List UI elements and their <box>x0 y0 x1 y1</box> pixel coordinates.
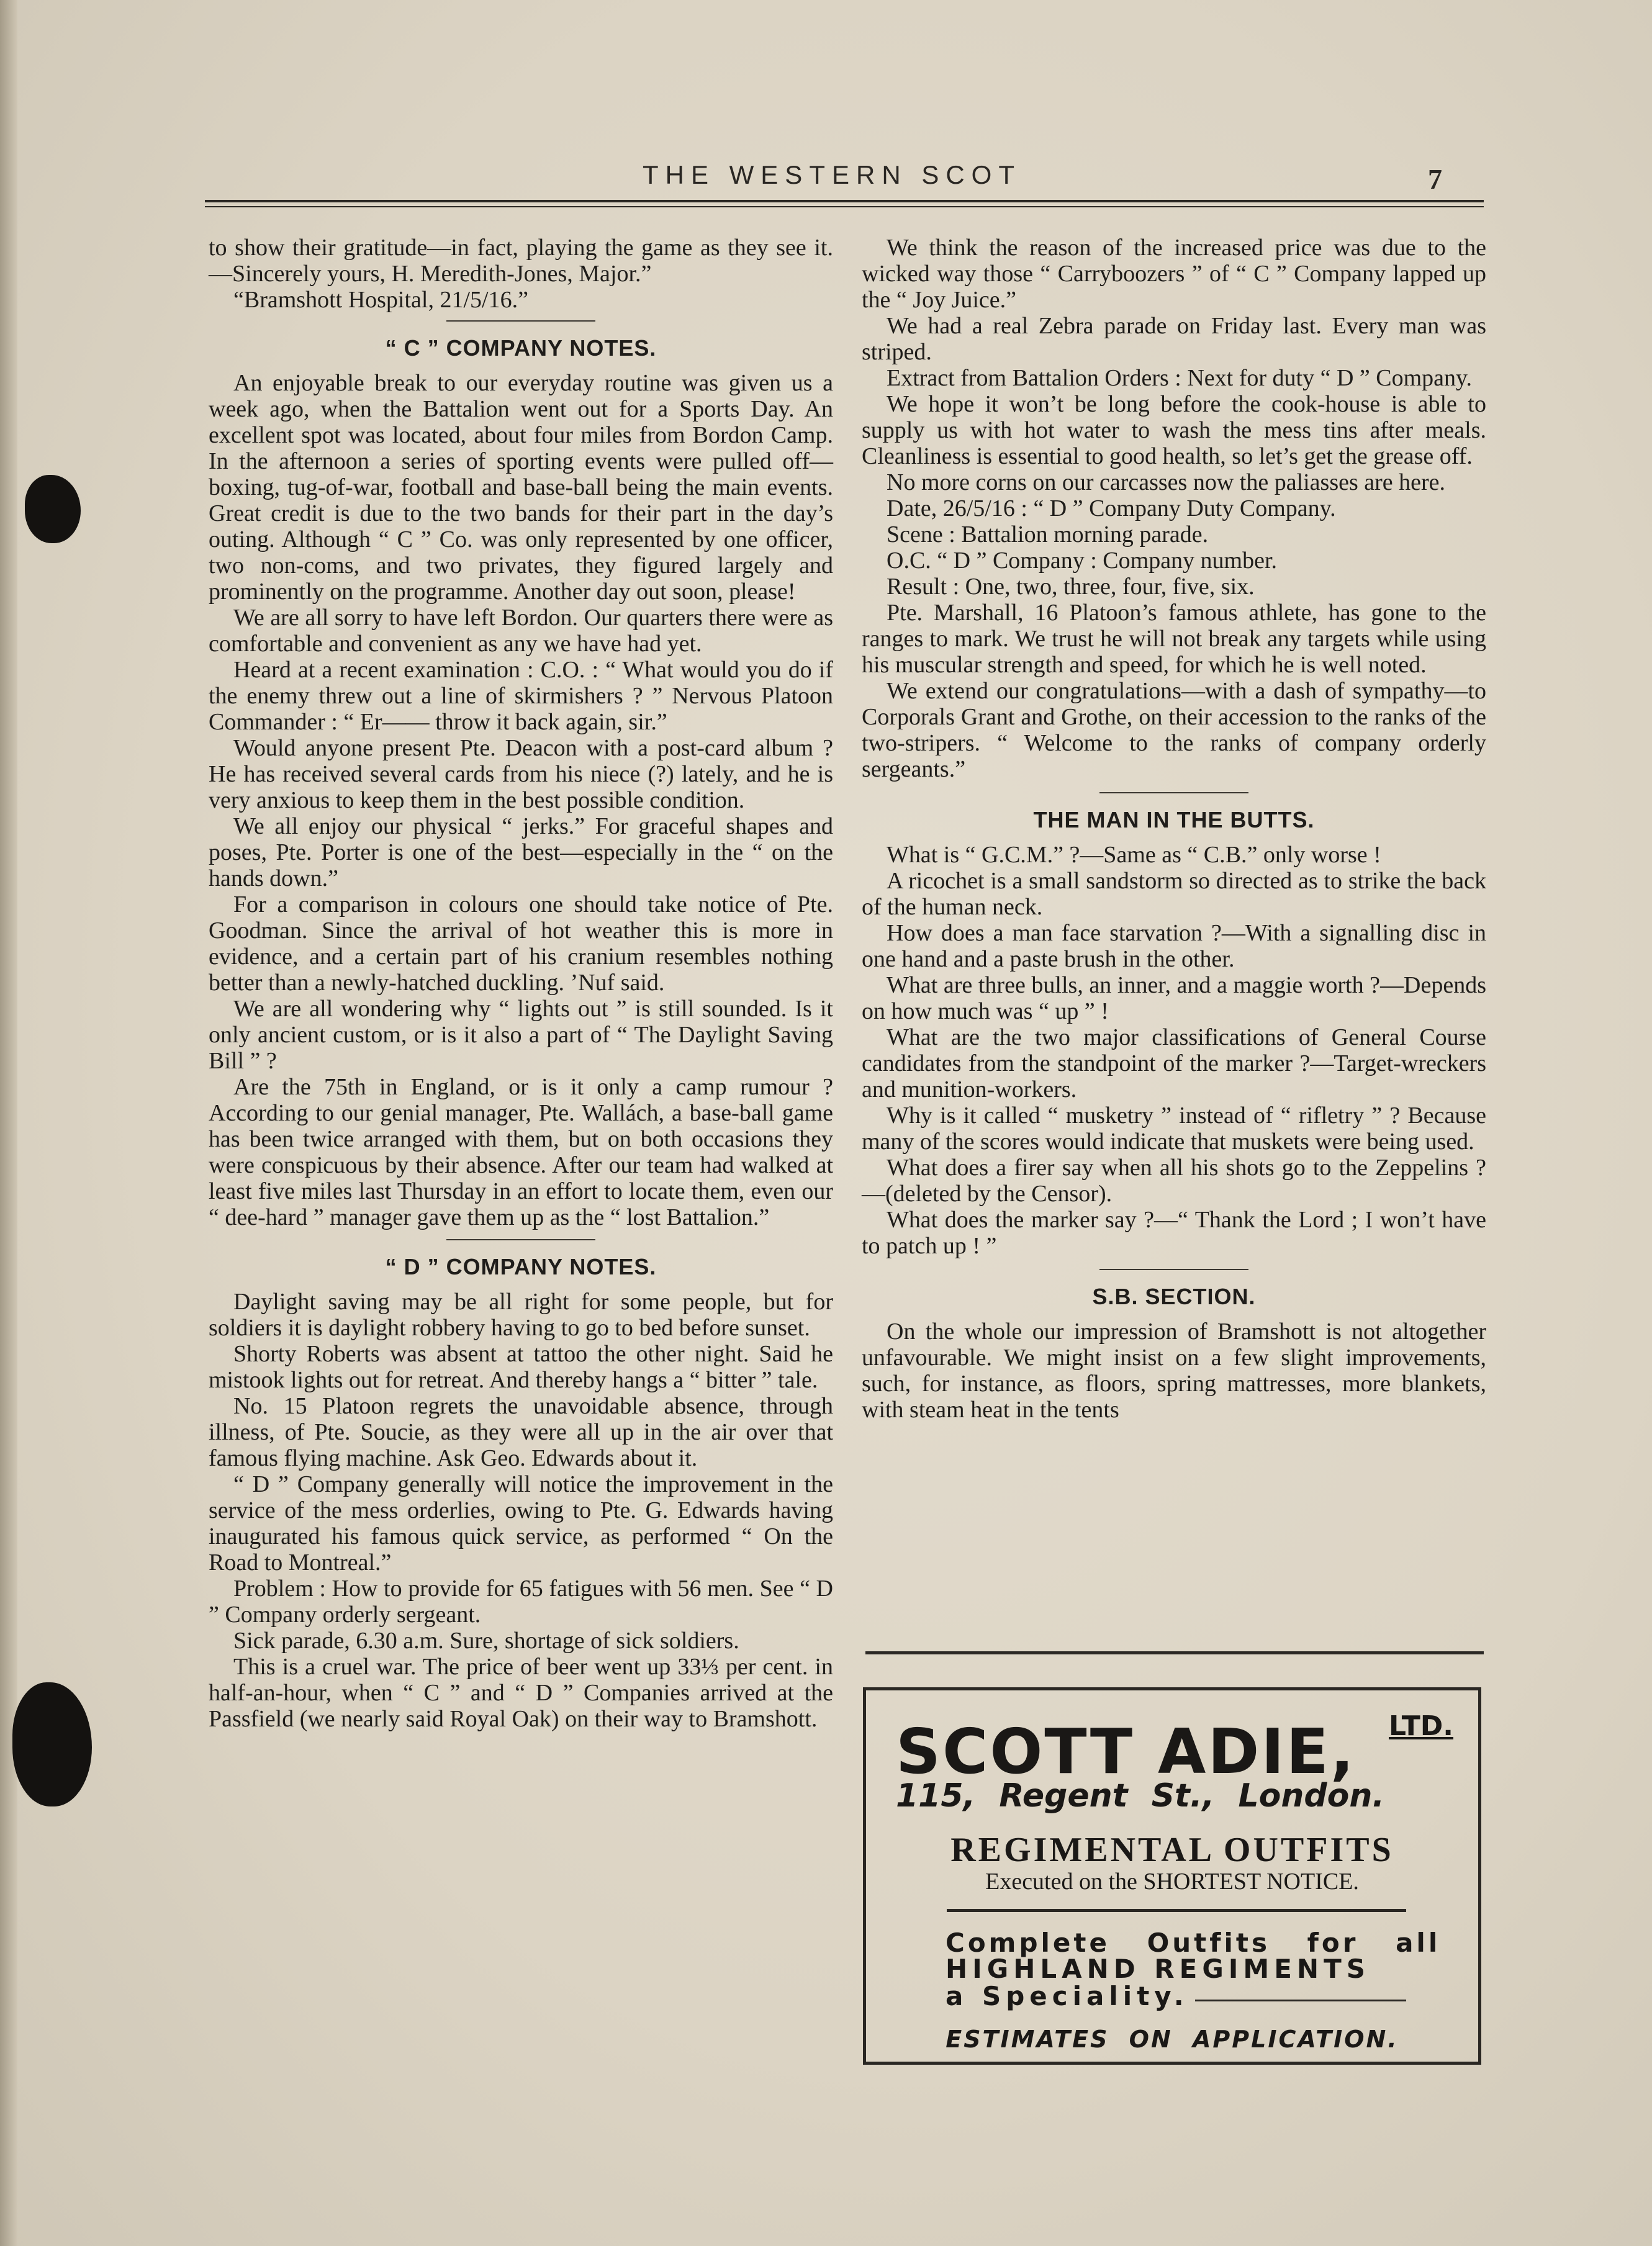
paragraph: This is a cruel war. The price of beer went up 33⅓ per cent. in half-an-hour, when “ C ” and “ D ” Companies arrived at the Passfield (we nearly said Royal Oak) on their way to Bramshott. <box>209 1654 833 1732</box>
paragraph: For a comparison in colours one should take notice of Pte. Goodman. Since the arrival of hot weather this is more in evidence, and a certain part of his cranium resembles nothing better than a newly-hatched duckling. ’Nuf said. <box>209 891 833 996</box>
paragraph: An enjoyable break to our everyday routine was given us a week ago, when the Battalion went out for a Sports Day. An excellent spot was located, about four miles from Bordon Camp. In the afternoon a series of sporting events were pulled off—boxing, tug-of-war, football and base-ball being the main events. Great credit is due to the two bands for their part in the day’s outing. Although “ C ” Co. was only represented by one officer, two non-coms, and two privates, they figured largely and prominently on the programme. Another day out soon, please! <box>209 370 833 605</box>
paragraph: A ricochet is a small sandstorm so directed as to strike the back of the human neck. <box>862 868 1486 920</box>
paragraph: Scene : Battalion morning parade. <box>887 521 1209 548</box>
d-company-notes <box>209 1289 833 1732</box>
advert-divider <box>947 1909 1406 1912</box>
paragraph: O.C. “ D ” Company : Company number. <box>887 548 1278 574</box>
paragraph: What does a firer say when all his shots go to the Zeppelins ?—(deleted by the Censor). <box>862 1155 1486 1207</box>
paragraph: Would anyone present Pte. Deacon with a post-card album ? He has received several cards from his niece (?) lately, and he is very anxious to keep them in the best possible condition. <box>209 735 833 813</box>
section-divider <box>446 1239 595 1240</box>
paragraph: Are the 75th in England, or is it only a camp rumour ? According to our genial manager, Pte. Wallách, a base-ball game has been twice arranged with them, but on both occasions they were conspicuous by their absence. After our team had walked at least five miles last Thursday in an effort to locate them, even our “ dee-hard ” manager gave them up as the “ lost Battalion.” <box>209 1074 833 1230</box>
advert-subheading: Executed on the SHORTEST NOTICE. <box>985 1869 1359 1895</box>
page-number: 7 <box>1428 163 1442 195</box>
paragraph: We are all wondering why “ lights out ” is still sounded. Is it only ancient custom, or is it also a part of “ The Daylight Saving Bill ” ? <box>209 996 833 1074</box>
butts-heading: THE MAN IN THE BUTTS. <box>1033 807 1315 832</box>
paragraph: Shorty Roberts was absent at tattoo the other night. Said he mistook lights out for retreat. And thereby hangs a “ bitter ” tale. <box>209 1341 833 1393</box>
scott-adie-advertisement <box>863 1687 1481 2065</box>
paragraph: What are the two major classifications of General Course candidates from the standpoint of the marker ?—Target-wreckers and munition-workers. <box>862 1024 1486 1103</box>
paragraph: Problem : How to provide for 65 fatigues with 56 men. See “ D ” Company orderly sergeant. <box>209 1576 833 1628</box>
paragraph: On the whole our impression of Bramshott is not altogether unfavourable. We might insist on a few slight improvements, such, for instance, as floors, spring mattresses, more blankets, with steam heat in the tents <box>862 1319 1486 1423</box>
paragraph: Extract from Battalion Orders : Next for duty “ D ” Company. <box>887 365 1473 391</box>
paragraph: We all enjoy our physical “ jerks.” For graceful shapes and poses, Pte. Porter is one of the best—especially in the “ on the hands down.” <box>209 813 833 891</box>
paragraph: How does a man face starvation ?—With a signalling disc in one hand and a paste brush in the other. <box>862 920 1486 972</box>
advert-company-name: SCOTT ADIE, <box>896 1715 1356 1788</box>
advert-top-rule <box>865 1651 1484 1654</box>
section-divider <box>446 320 595 322</box>
paragraph: What are three bulls, an inner, and a maggie worth ?—Depends on how much was “ up ” ! <box>862 972 1486 1024</box>
paragraph: We extend our congratulations—with a dash of sympathy—to Corporals Grant and Grothe, on their accession to the ranks of the two-stripers. “ Welcome to the ranks of company orderly sergeants.” <box>862 678 1486 782</box>
c-company-heading: “ C ” COMPANY NOTES. <box>385 335 657 361</box>
advert-heading: REGIMENTAL OUTFITS <box>950 1831 1394 1869</box>
paragraph: Pte. Marshall, 16 Platoon’s famous athlete, has gone to the ranges to mark. We trust he will not break any targets while using his muscular strength and speed, for which he is well noted. <box>862 600 1486 678</box>
masthead-title: THE WESTERN SCOT <box>642 160 1021 189</box>
paragraph: What is “ G.C.M.” ?—Same as “ C.B.” only worse ! <box>887 842 1381 868</box>
man-in-the-butts <box>862 842 1486 1259</box>
c-company-notes <box>209 370 833 1230</box>
section-divider <box>1099 1269 1248 1270</box>
paragraph: “ D ” Company generally will notice the improvement in the service of the mess orderlies, owing to Pte. G. Edwards having inaugurated his famous quick service, as performed “ On the Road to Montreal.” <box>209 1471 833 1576</box>
left-column <box>209 235 833 1732</box>
page-binding-edge <box>0 0 17 2246</box>
section-divider <box>1099 792 1248 793</box>
letter-closing <box>209 235 833 313</box>
advert-line-speciality: a Speciality. <box>946 1981 1189 2011</box>
d-company-heading: “ D ” COMPANY NOTES. <box>385 1254 657 1279</box>
advert-line-complete-outfits: Complete Outfits for all <box>946 1928 1441 1958</box>
advert-address: 115, Regent St., London. <box>896 1777 1385 1815</box>
masthead-rule-top <box>205 200 1484 202</box>
paragraph: We are all sorry to have left Bordon. Our quarters there were as comfortable and convenient as any we have had yet. <box>209 605 833 657</box>
advert-estimates: ESTIMATES ON APPLICATION. <box>946 2026 1399 2053</box>
binding-hole-lower <box>12 1682 92 1806</box>
masthead-rule-bottom <box>205 206 1484 207</box>
sb-section-notes <box>862 1319 1486 1423</box>
advert-line-highland: HIGHLAND REGIMENTS <box>946 1954 1370 1984</box>
paragraph: What does the marker say ?—“ Thank the Lord ; I won’t have to patch up ! ” <box>862 1207 1486 1259</box>
advert-speciality-rule <box>1195 2000 1406 2001</box>
paragraph: Sick parade, 6.30 a.m. Sure, shortage of sick soldiers. <box>233 1628 739 1654</box>
paragraph: “Bramshott Hospital, 21/5/16.” <box>233 287 528 313</box>
paragraph: Why is it called “ musketry ” instead of “ rifletry ” ? Because many of the scores would indicate that muskets were being used. <box>862 1103 1486 1155</box>
paragraph: We think the reason of the increased price was due to the wicked way those “ Carryboozers ” of “ C ” Company lapped up the “ Joy Juice.” <box>862 235 1486 313</box>
paragraph: Heard at a recent examination : C.O. : “ What would you do if the enemy threw out a line of skirmishers ? ” Nervous Platoon Commander : “ Er—— throw it back again, sir.” <box>209 657 833 735</box>
sb-section-heading: S.B. SECTION. <box>1092 1284 1256 1309</box>
paragraph: No more corns on our carcasses now the paliasses are here. <box>887 469 1446 495</box>
paragraph: We had a real Zebra parade on Friday last. Every man was striped. <box>862 313 1486 365</box>
paragraph: No. 15 Platoon regrets the unavoidable absence, through illness, of Pte. Soucie, as they were all up in the air over that famous flying machine. Ask Geo. Edwards about it. <box>209 1393 833 1471</box>
d-company-notes-continued <box>862 235 1486 782</box>
advert-ltd: LTD. <box>1389 1710 1454 1742</box>
right-column <box>862 235 1486 1423</box>
paragraph: Date, 26/5/16 : “ D ” Company Duty Company. <box>887 495 1336 521</box>
paragraph: Result : One, two, three, four, five, six. <box>887 574 1255 600</box>
binding-hole-upper <box>25 475 81 543</box>
paragraph: Daylight saving may be all right for some people, but for soldiers it is daylight robbery having to go to bed before sunset. <box>209 1289 833 1341</box>
paragraph: to show their gratitude—in fact, playing the game as they see it.—Sincerely yours, H. Meredith-Jones, Major.” <box>209 235 833 287</box>
paragraph: We hope it won’t be long before the cook-house is able to supply us with hot water to wash the mess tins after meals. Cleanliness is essential to good health, so let’s get the grease off. <box>862 391 1486 469</box>
